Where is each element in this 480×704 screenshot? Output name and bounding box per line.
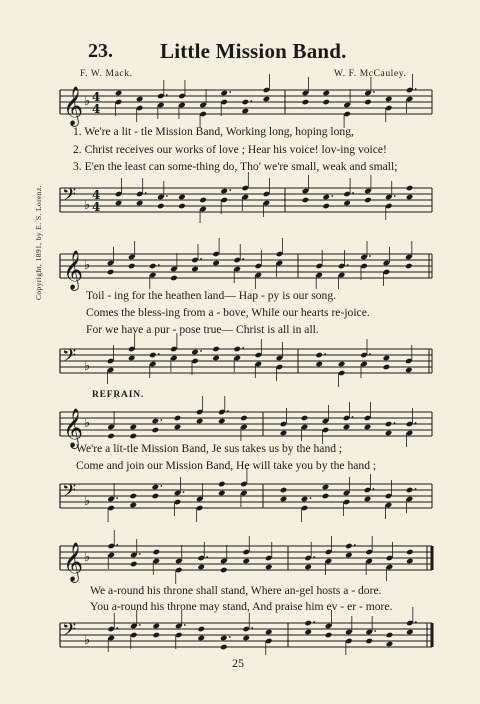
treble-staff-system-1: [60, 84, 440, 126]
verse-3-line-2: For we have a pur - pose true— Christ is all in all.: [86, 323, 319, 336]
bass-clef-icon: 𝄢: [62, 346, 77, 371]
treble-clef-icon: 𝄞: [63, 250, 84, 290]
verse-3-line-1: 3. E'en the least can some-thing do, Tho' we're small, weak and small;: [73, 160, 398, 173]
notes-group: [115, 172, 414, 223]
treble-clef-icon: 𝄞: [63, 408, 84, 448]
bass-staff-system-2: [60, 343, 440, 379]
notes-group: [107, 396, 416, 447]
bass-clef-icon: 𝄢: [62, 185, 77, 210]
composer-credit: W. F. McCauley.: [334, 69, 407, 79]
refrain-label: REFRAIN.: [92, 390, 145, 400]
verse-2-line-2: Comes the bless-ing from a - bove, While our hearts re-joice.: [86, 306, 370, 319]
refrain-line-1: We're a lit-tle Mission Band, Je sus takes us by the hand ;: [76, 442, 343, 455]
bass-clef-icon: 𝄢: [62, 620, 77, 645]
flat-sign-icon: ♭: [84, 359, 91, 374]
bass-staff-system-4: [60, 617, 440, 653]
flat-sign-icon: ♭: [84, 258, 91, 273]
closing-line-1: We a-round his throne shall stand, Where an-gel hosts a - dore.: [90, 584, 382, 597]
hymn-number: 23.: [88, 40, 113, 62]
treble-staff-system-3: [60, 406, 440, 448]
notes-group: [107, 530, 413, 584]
flat-sign-icon: ♭: [84, 633, 91, 648]
hymn-title: Little Mission Band.: [160, 39, 347, 63]
treble-staff-system-2: [60, 248, 440, 290]
svg-text:4: 4: [92, 102, 101, 116]
notes-group: [107, 333, 413, 387]
treble-clef-icon: 𝄞: [63, 86, 84, 126]
notes-group: [107, 468, 416, 522]
page-number: 25: [232, 656, 244, 670]
time-signature-icon: [92, 188, 100, 214]
lyricist-credit: F. W. Mack.: [80, 69, 133, 79]
treble-clef-icon: 𝄞: [63, 542, 84, 582]
svg-text:4: 4: [92, 200, 101, 214]
bass-staff-system-3: [60, 478, 440, 514]
flat-sign-icon: ♭: [84, 416, 91, 431]
svg-text:4: 4: [92, 90, 101, 104]
verse-1-line-2: Toil - ing for the heathen land— Hap - py is our song.: [86, 289, 337, 302]
bass-staff-system-1: [60, 182, 440, 218]
refrain-line-2: Come and join our Mission Band, He will take you by the hand ;: [76, 459, 377, 472]
bass-clef-icon: 𝄢: [62, 481, 77, 506]
flat-sign-icon: ♭: [84, 198, 91, 213]
verse-1-line-1: 1. We're a lit - tle Mission Band, Working long, hoping long,: [73, 125, 354, 138]
copyright-notice: Copyright, 1891, by E. S. Lorenz.: [34, 185, 43, 300]
flat-sign-icon: ♭: [84, 494, 91, 509]
notes-group: [107, 607, 416, 655]
verse-2-line-1: 2. Christ receives our works of love ; Hear his voice! lov-ing voice!: [73, 143, 387, 156]
flat-sign-icon: ♭: [84, 550, 91, 565]
time-signature-icon: [92, 90, 100, 116]
treble-staff-system-4: [60, 540, 440, 582]
svg-text:4: 4: [92, 188, 101, 202]
flat-sign-icon: ♭: [84, 94, 91, 109]
notes-group: [115, 74, 417, 128]
closing-line-2: You a-round his throne may stand, And praise him ev - er - more.: [90, 600, 393, 613]
notes-group: [107, 238, 413, 289]
